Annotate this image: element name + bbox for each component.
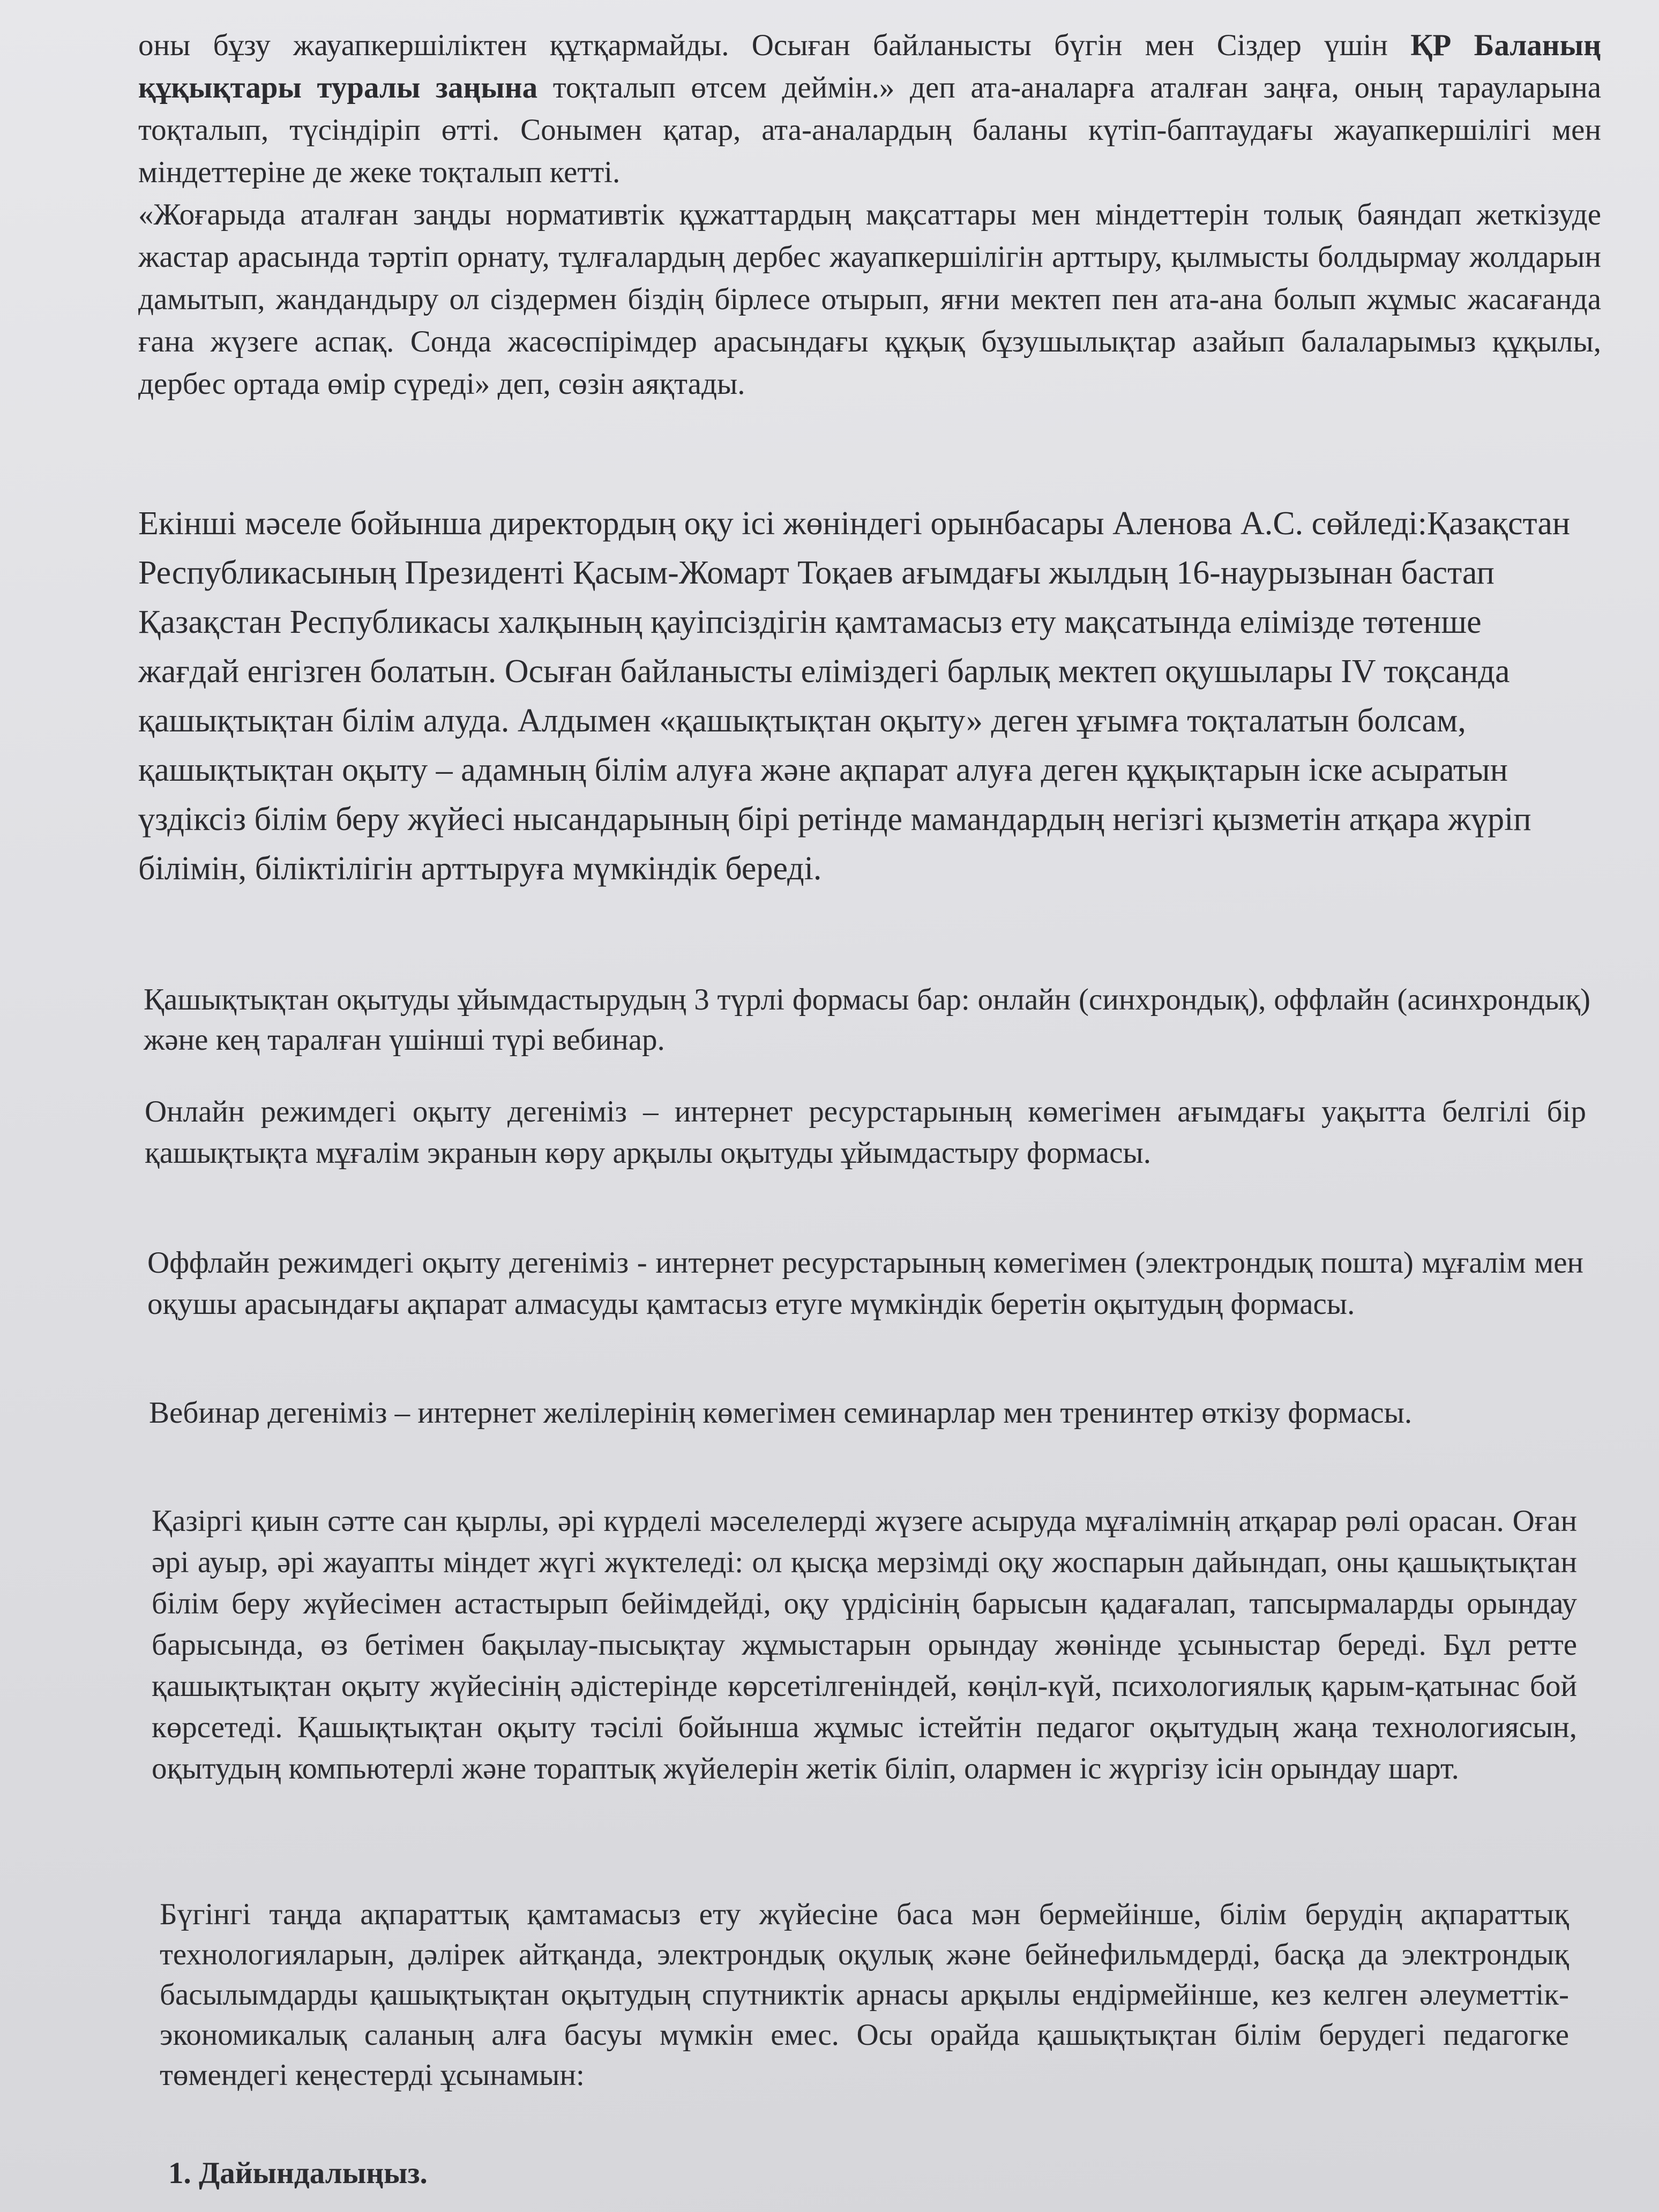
paragraph-webinar: Вебинар дегеніміз – интернет желілерінің көмегімен семинарлар мен тренинтер өткізу формасы. — [149, 1396, 1413, 1430]
paragraph-law-intro-text-a: оны бұзу жауапкершіліктен құтқармайды. Осыған байланысты бүгін мен Сіздер үшін — [138, 28, 1411, 62]
paragraph-online-mode: Онлайн режимдегі оқыту дегеніміз – интернет ресурстарының көмегімен ағымдағы уақытта белгілі бір қашықтықта мұғалім экранын көру арқылы оқытуды ұйымдастыру формасы. — [145, 1095, 1586, 1170]
numbered-heading-prepare: 1. Дайындалыңыз. — [168, 2156, 428, 2190]
paragraph-law-intro-text-b: тоқталып өтсем деймін.» деп ата-аналарға аталған заңға, оның тарауларына тоқталып, түсіндіріп өтті. Сонымен қатар, ата-аналардың баланы күтіп-баптаудағы жауапкершілігі мен міндеттеріне де жеке тоқталып кетті. — [138, 71, 1601, 189]
paragraph-offline-mode: Оффлайн режимдегі оқыту дегеніміз - интернет ресурстарының көмегімен (электрондық пошта) мұғалім мен оқушы арасындағы ақпарат алмасуды қамтасыз етуге мүмкіндік беретін оқытудың формасы. — [147, 1246, 1583, 1321]
paragraph-law-intro — [138, 24, 1601, 193]
paragraph-second-issue: Екінші мәселе бойынша директордың оқу ісі жөніндегі орынбасары Аленова А.С. сөйледі:Қазақстан Республикасының Президенті Қасым-Жомарт Тоқаев ағымдағы жылдың 16-наурызынан бастап Қазақстан Республикасы халқының қауіпсіздігін қамтамасыз ету мақсатында елімізде төтенше жағдай енгізген болатын. Осыған байланысты еліміздегі барлық мектеп оқушылары IV тоқсанда қашықтықтан білім алуда. Алдымен «қашықтықтан оқыту» деген ұғымға тоқталатын болсам, қашықтықтан оқыту – адамның білім алуға және ақпарат алуға деген құқықтарын іске асыратын үздіксіз білім беру жүйесі нысандарының бірі ретінде мамандардың негізгі қызметін атқара жүріп білімін, біліктілігін арттыруға мүмкіндік береді. — [138, 505, 1571, 887]
law-title-bold: ҚР Баланың құқықтары туралы заңына — [138, 28, 1601, 104]
paragraph-information-support: Бүгінгі таңда ақпараттық қамтамасыз ету жүйесіне баса мән бермейінше, білім берудің ақпараттық технологияларын, дәлірек айтқанда, электрондық оқулық және бейнефильмдерді, басқа да электрондық басылымдарды қашықтықтан оқытудың спутниктік арнасы арқылы ендірмейінше, кез келген әлеуметтік-экономикалық саланың алға басуы мүмкін емес. Осы орайда қашықтықтан білім берудегі педагогке төмендегі кеңестерді ұсынамын: — [160, 1897, 1569, 2092]
paragraph-conclusion-quote: «Жоғарыда аталған заңды нормативтік құжаттардың мақсаттары мен міндеттерін толық баяндап жеткізуде жастар арасында тәртіп орнату, тұлғалардың дербес жауапкершілігін арттыру, қылмысты болдырмау жолдарын дамытып, жандандыру ол сіздермен біздің бірлесе отырып, яғни мектеп пен ата-ана болып жұмыс жасағанда ғана жүзеге аспақ. Сонда жасөспірімдер арасындағы құқық бұзушылықтар азайып балаларымыз құқылы, дербес ортада өмір сүреді» деп, сөзін аяқтады. — [138, 198, 1601, 401]
paragraph-teacher-role: Қазіргі қиын сәтте сан қырлы, әрі күрделі мәселелерді жүзеге асыруда мұғалімнің атқарар рөлі орасан. Оған әрі ауыр, әрі жауапты міндет жүгі жүктеледі: ол қысқа мерзімді оқу жоспарын дайындап, оны қашықтықтан білім беру жүйесімен астастырып бейімдейді, оқу үрдісінің барысын қадағалап, тапсырмаларды орындау барысында, өз бетімен бақылау-пысықтау жұмыстарын орындау жөнінде ұсыныстар береді. Бұл ретте қашықтықтан оқыту жүйесінің әдістерінде көрсетілгеніндей, көңіл-күй, психологиялық қарым-қатынас бой көрсетеді. Қашықтықтан оқыту тәсілі бойынша жұмыс істейтін педагог оқытудың жаңа технологиясын, оқытудың компьютерлі және тораптық жүйелерін жетік біліп, олармен іс жүргізу ісін орындау шарт. — [152, 1504, 1577, 1785]
paragraph-distance-forms: Қашықтықтан оқытуды ұйымдастырудың 3 түрлі формасы бар: онлайн (синхрондық), оффлайн (асинхрондық) және кең таралған үшінші түрі вебинар. — [144, 983, 1590, 1057]
